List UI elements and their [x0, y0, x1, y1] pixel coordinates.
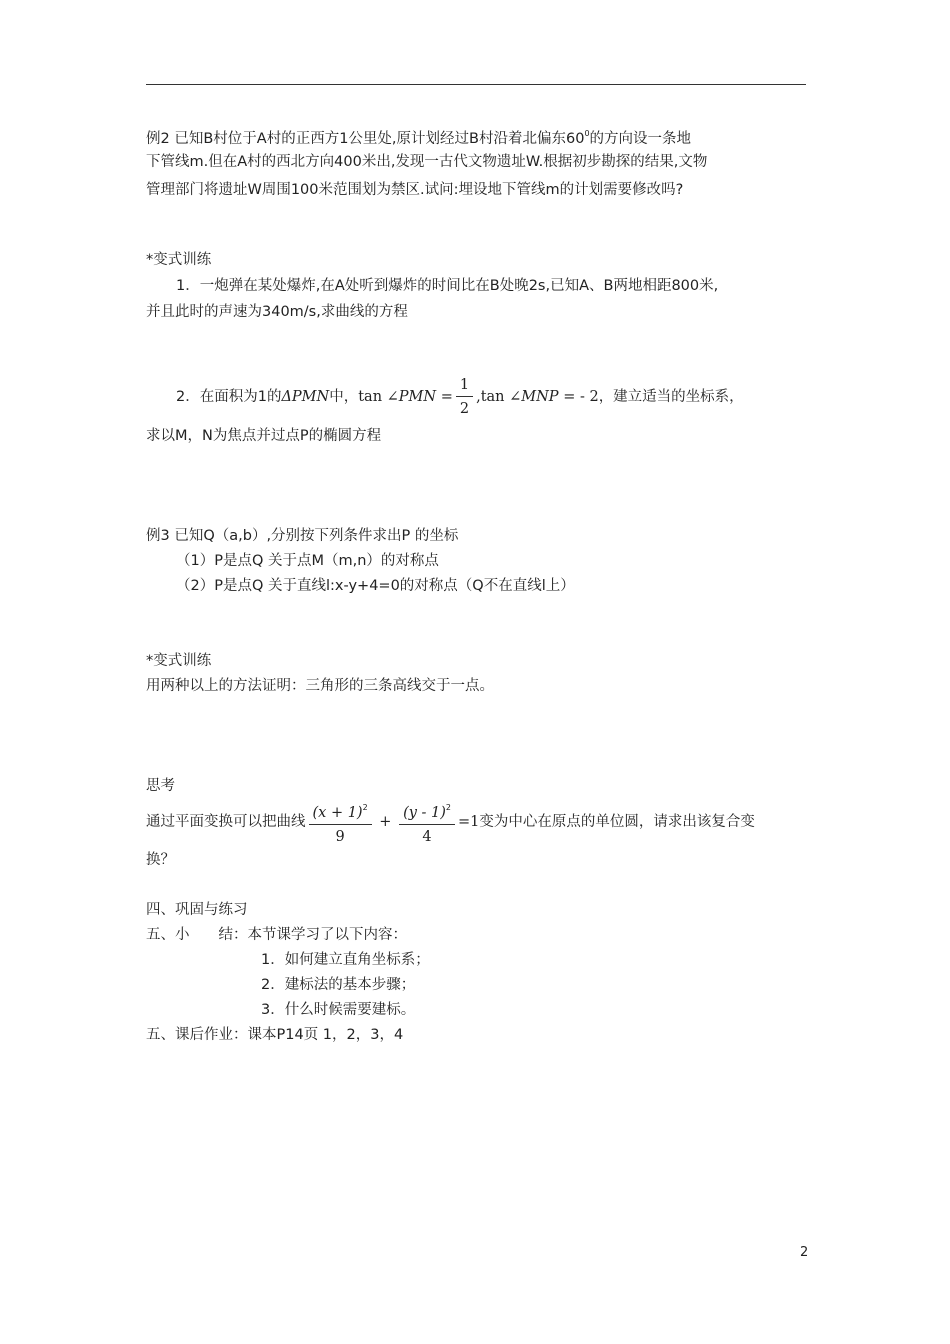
- think-line1: [146, 798, 755, 846]
- fraction-y-denominator: 4: [422, 828, 432, 845]
- fraction-y: [399, 799, 455, 846]
- problem2-prefix: 2．在面积为1的: [176, 389, 282, 405]
- page-number: 2: [800, 1245, 809, 1260]
- angle-mnp: ∠MNP: [509, 389, 559, 405]
- fraction-x: [309, 799, 372, 846]
- fraction-denominator: 2: [459, 401, 470, 417]
- summary-item-1: 1．如何建立直角坐标系；: [261, 952, 430, 968]
- example2-line1-text: 例2 已知B村位于A村的正西方1公里处,原计划经过B村沿着北偏东60: [146, 131, 585, 147]
- fraction-x-denominator: 9: [335, 828, 345, 845]
- example3-line1: 例3 已知Q（a,b）,分别按下列条件求出P 的坐标: [146, 528, 459, 544]
- problem2-suffix: ，建立适当的坐标系，: [598, 389, 744, 405]
- variant2-line1: 用两种以上的方法证明：三角形的三条高线交于一点。: [146, 678, 494, 694]
- equals-one: =1: [458, 814, 480, 830]
- think-prefix: 通过平面变换可以把曲线: [146, 814, 306, 830]
- variant1-heading: *变式训练: [146, 252, 212, 268]
- example2-line1: [146, 124, 691, 149]
- example2-line3: 管理部门将遗址W周围100米范围划为禁区.试问:埋设地下管线m的计划需要修改吗?: [146, 182, 684, 198]
- equals-sign-1: =: [440, 389, 453, 405]
- variant1-problem1-line1: 1．一炮弹在某处爆炸,在A处听到爆炸的时间比在B处晚2s,已知A、B两地相距800米,: [176, 278, 719, 294]
- header-rule: [146, 84, 806, 85]
- variant1-problem1-line2: 并且此时的声速为340m/s,求曲线的方程: [146, 304, 408, 320]
- equals-minus-two: = - 2: [563, 389, 599, 405]
- variant2-heading: *变式训练: [146, 653, 212, 669]
- separator-comma: ,: [476, 389, 481, 405]
- angle-pmn: ∠PMN: [386, 389, 437, 405]
- variant1-problem2-line2: 求以M，N为焦点并过点P的椭圆方程: [146, 428, 382, 444]
- section4-title: 四、巩固与练习: [146, 902, 248, 918]
- fraction-x-exponent: 2: [362, 802, 368, 812]
- problem2-mid: 中，: [329, 389, 359, 405]
- summary-item-3: 3．什么时候需要建标。: [261, 1002, 416, 1018]
- section5-title: 五、小 结：本节课学习了以下内容：: [146, 927, 407, 943]
- triangle-pmn: ΔPMN: [281, 389, 330, 405]
- fraction-y-exponent: 2: [445, 802, 452, 812]
- example3-item1: （1）P是点Q 关于点M（m,n）的对称点: [176, 553, 439, 569]
- fraction-y-numerator: (y - 1): [403, 804, 446, 821]
- think-suffix: 变为中心在原点的单位圆，请求出该复合变: [479, 814, 755, 830]
- plus-sign: +: [379, 814, 392, 830]
- summary-item-2: 2．建标法的基本步骤；: [261, 977, 416, 993]
- tan-function-2: tan: [480, 389, 505, 405]
- homework-title: 五、课后作业：课本P14页 1，2，3，4: [146, 1027, 404, 1043]
- think-heading: 思考: [146, 778, 175, 794]
- fraction-numerator: 1: [456, 376, 473, 397]
- example2-line1-tail: 的方向设一条地: [589, 131, 692, 147]
- fraction-x-numerator: (x + 1): [312, 804, 363, 821]
- fraction-one-half: [456, 376, 473, 418]
- degree-superscript: 0: [584, 129, 590, 138]
- variant1-problem2-line1: [176, 374, 744, 420]
- think-line2: 换？: [146, 852, 175, 868]
- example2-line2: 下管线m.但在A村的西北方向400米出,发现一古代文物遗址W.根据初步勘探的结果,文物: [146, 154, 708, 170]
- tan-function-1: tan: [358, 389, 383, 405]
- example3-item2: （2）P是点Q 关于直线l:x-y+4=0的对称点（Q不在直线l上）: [176, 578, 575, 594]
